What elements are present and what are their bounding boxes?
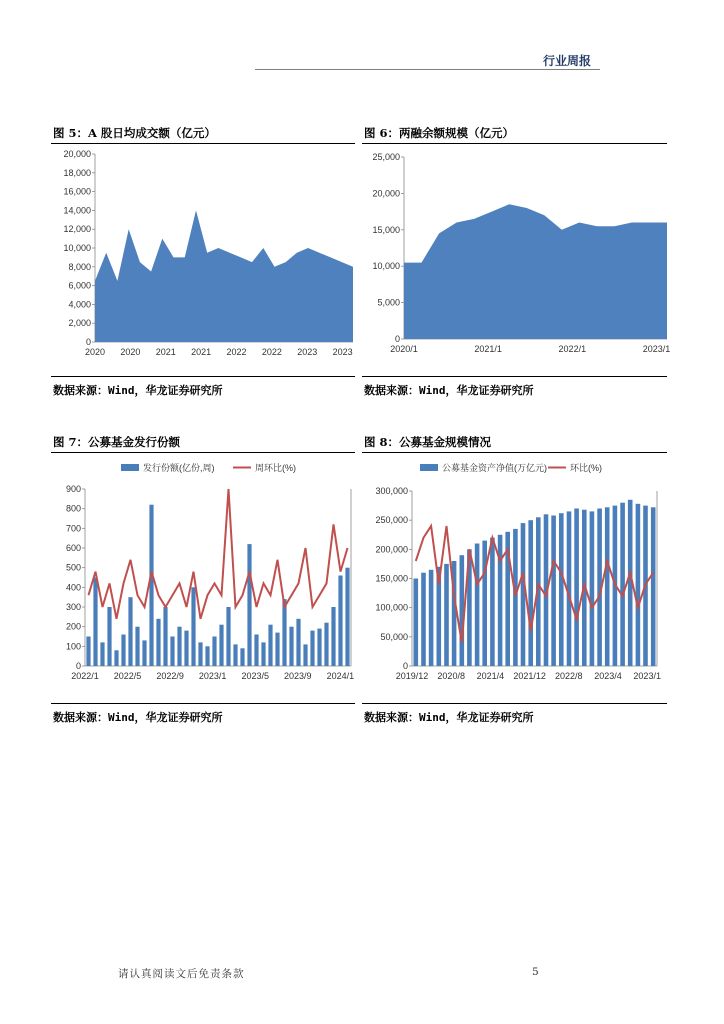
x-tick-label: 2022/1: [71, 671, 99, 681]
bar: [513, 529, 518, 666]
bar: [219, 625, 223, 666]
margin-area: [404, 204, 667, 339]
bar: [233, 644, 237, 666]
bar: [317, 629, 321, 666]
y-tick-label: 200: [65, 621, 81, 632]
y-tick-label: 200,000: [375, 544, 408, 555]
bar: [551, 516, 556, 667]
figure-5-chart: [51, 146, 355, 374]
y-tick-label: 150,000: [375, 573, 408, 584]
x-tick-label: 2020: [84, 347, 106, 357]
bar: [528, 520, 533, 666]
bar: [114, 650, 118, 666]
figure-8-top-rule: [362, 452, 667, 453]
y-tick-label: 5,000: [377, 297, 400, 308]
bar: [574, 509, 579, 667]
bar: [590, 511, 595, 666]
bar: [86, 637, 90, 667]
bar: [107, 607, 111, 666]
bar: [296, 619, 300, 666]
y-tick-label: 400: [65, 582, 81, 593]
bar: [184, 631, 188, 666]
legend-bar-swatch: [121, 464, 139, 471]
y-tick-label: 14,000: [63, 205, 91, 216]
ratio-line: [89, 489, 348, 619]
x-tick-label: 2022: [226, 347, 247, 357]
fund-chart-svg: [362, 455, 667, 701]
bar: [521, 523, 526, 666]
x-tick-label: 2022/8: [555, 671, 583, 681]
y-tick-label: 10,000: [372, 261, 400, 272]
x-tick-label: 2023/1: [198, 671, 227, 681]
y-tick-label: 0: [75, 661, 81, 671]
bar: [177, 627, 181, 666]
figure-8-bottom-rule: [362, 703, 667, 704]
x-tick-label: 2022: [261, 347, 282, 357]
y-tick-label: 0: [394, 334, 400, 344]
bar: [636, 504, 641, 666]
bar: [605, 507, 610, 666]
x-tick-label: 2023/4: [594, 671, 622, 681]
y-tick-label: 6,000: [68, 280, 91, 291]
x-tick-label: 2021/1: [474, 344, 502, 354]
figure-6-bottom-rule: [362, 376, 667, 377]
figure-7-top-rule: [51, 452, 355, 453]
bar: [331, 607, 335, 666]
ratio-line: [416, 526, 653, 643]
bar: [345, 568, 349, 666]
x-tick-label: 2023/1: [633, 671, 661, 681]
bar: [240, 648, 244, 666]
bar: [205, 646, 209, 666]
figure-6-source: 数据来源：Wind，华龙证券研究所: [364, 384, 534, 397]
bar: [429, 570, 434, 666]
figure-6-top-rule: [362, 143, 667, 144]
y-tick-label: 100,000: [375, 602, 408, 613]
bar: [254, 635, 258, 667]
figure-6-chart: [362, 146, 671, 374]
x-tick-label: 2021/12: [513, 671, 546, 681]
y-tick-label: 250,000: [375, 515, 408, 526]
bar: [149, 505, 153, 666]
bar: [338, 576, 342, 667]
bar: [191, 587, 195, 666]
bar: [247, 544, 251, 666]
figure-7-chart: [51, 455, 356, 701]
bar: [490, 538, 495, 666]
fund-chart-svg: [51, 455, 356, 701]
y-tick-label: 20,000: [63, 149, 91, 159]
y-tick-label: 300,000: [375, 486, 408, 496]
figure-6-title: 图 6：两融余额规模（亿元）: [364, 126, 515, 140]
y-tick-label: 2,000: [68, 318, 91, 329]
y-tick-label: 700: [65, 523, 81, 534]
bar: [142, 640, 146, 666]
legend-bar-label: 发行份额(亿份,周): [143, 463, 215, 473]
x-tick-label: 2024/1: [326, 671, 355, 681]
y-tick-label: 8,000: [68, 261, 91, 272]
y-tick-label: 12,000: [63, 224, 91, 235]
x-tick-label: 2023: [297, 347, 318, 357]
bar: [163, 607, 167, 666]
figure-8-chart: [362, 455, 667, 701]
bar: [121, 635, 125, 667]
bar: [198, 642, 202, 666]
x-tick-label: 2022/1: [558, 344, 587, 354]
bar: [212, 637, 216, 667]
y-tick-label: 600: [65, 543, 81, 553]
figure-5-title: 图 5：A 股日均成交额（亿元）: [53, 126, 216, 140]
bar: [651, 507, 656, 666]
x-tick-label: 2020: [120, 347, 141, 357]
y-tick-label: 500: [65, 562, 81, 573]
bar: [303, 644, 307, 666]
y-tick-label: 18,000: [63, 167, 91, 178]
x-tick-label: 2022/5: [113, 671, 142, 681]
x-tick-label: 2023/9: [284, 671, 312, 681]
bar: [482, 541, 487, 666]
figure-5-top-rule: [51, 143, 355, 144]
bar: [226, 607, 230, 666]
legend-line-label: 环比(%): [570, 463, 602, 473]
x-tick-label: 2021/4: [476, 671, 505, 681]
bar: [268, 625, 272, 666]
legend-bar-swatch: [420, 464, 438, 471]
x-tick-label: 2019/12: [395, 671, 429, 681]
figure-7-title: 图 7：公募基金发行份额: [53, 435, 181, 449]
bar: [282, 599, 286, 666]
x-tick-label: 2020/1: [390, 344, 418, 354]
x-tick-label: 2023: [332, 347, 353, 357]
bar: [100, 642, 104, 666]
bar: [135, 627, 139, 666]
y-tick-label: 800: [65, 503, 81, 514]
x-tick-label: 2020/8: [437, 671, 465, 681]
y-tick-label: 10,000: [63, 243, 91, 253]
bar: [128, 597, 132, 666]
y-tick-label: 20,000: [372, 188, 400, 199]
y-tick-label: 0: [402, 661, 408, 671]
x-tick-label: 2023/1: [642, 344, 671, 354]
x-tick-label: 2021: [191, 347, 212, 357]
footer-disclaimer: 请认真阅读文后免责条款: [118, 968, 245, 980]
figure-5-bottom-rule: [51, 376, 355, 377]
bar: [261, 642, 265, 666]
legend-line-label: 周环比(%): [255, 463, 296, 473]
bar: [444, 564, 449, 666]
figure-5-source: 数据来源：Wind，华龙证券研究所: [53, 384, 223, 397]
bar: [93, 578, 97, 667]
header-rule: [255, 69, 600, 70]
figure-8-source: 数据来源：Wind，华龙证券研究所: [364, 711, 534, 724]
figure-7-bottom-rule: [51, 703, 355, 704]
bar: [421, 573, 426, 666]
bar: [559, 513, 564, 666]
x-tick-label: 2023/5: [241, 671, 270, 681]
report-type-title: 行业周报: [542, 54, 591, 68]
footer-page-number: 5: [532, 966, 539, 978]
bar: [620, 503, 625, 666]
margin-area-svg: [362, 146, 671, 374]
y-tick-label: 4,000: [68, 299, 91, 310]
bar: [289, 627, 293, 666]
bar: [475, 544, 480, 667]
turnover-area-svg: [51, 146, 355, 374]
y-tick-label: 50,000: [380, 631, 408, 642]
y-tick-label: 15,000: [372, 224, 400, 235]
figure-7-source: 数据来源：Wind，华龙证券研究所: [53, 711, 223, 724]
bar: [310, 631, 314, 666]
y-tick-label: 25,000: [372, 152, 400, 162]
y-tick-label: 300: [65, 602, 81, 612]
figure-8-title: 图 8：公募基金规模情况: [364, 435, 492, 449]
bar: [414, 579, 419, 667]
y-tick-label: 100: [65, 641, 81, 652]
y-tick-label: 0: [85, 337, 91, 347]
x-tick-label: 2021: [155, 347, 176, 357]
turnover-area: [95, 210, 353, 342]
bar: [275, 633, 279, 666]
y-tick-label: 900: [65, 484, 81, 494]
bar: [170, 637, 174, 667]
x-tick-label: 2022/9: [156, 671, 184, 681]
bar: [156, 619, 160, 666]
y-tick-label: 16,000: [63, 186, 91, 197]
bar: [324, 623, 328, 666]
legend-bar-label: 公募基金资产净值(万亿元): [442, 463, 547, 473]
